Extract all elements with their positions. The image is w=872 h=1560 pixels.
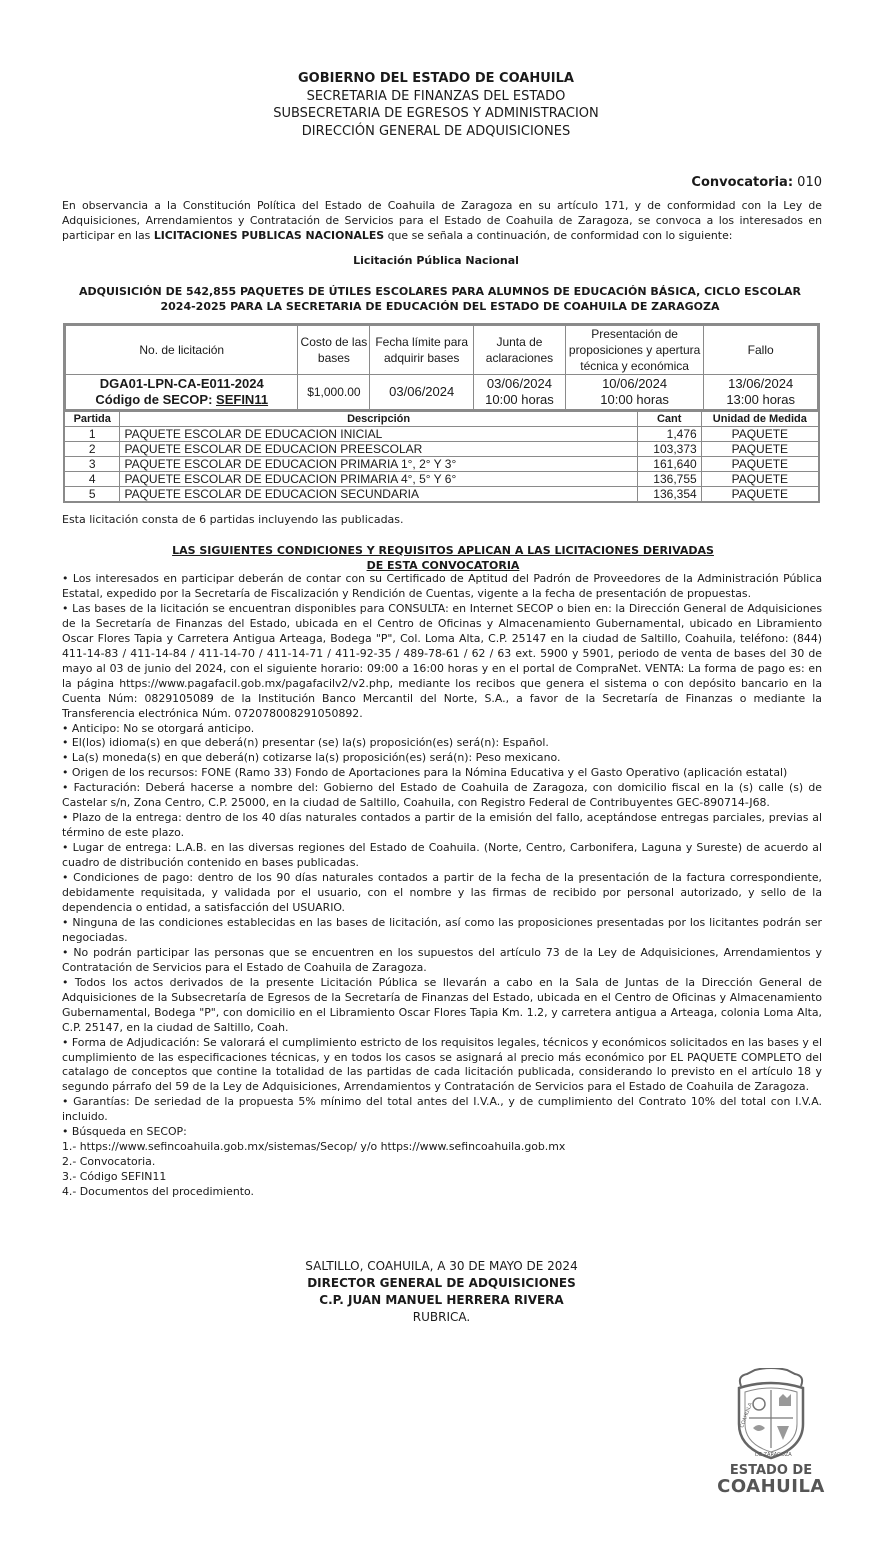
condition-item: • Todos los actos derivados de la presente Licitación Pública se llevarán a cabo en la Sala de Juntas de la Dirección General de Adquisiciones de la Subsecretaría de Egresos de la Secretaría de Finanzas del Estado, ubicada en el Centro de Oficinas y Almacenamiento Gubernamental, Bodega "P", con domicilio en el Libramiento Oscar Flores Tapia Km. 1.2, y carretera antigua a Arteaga, colonia Loma Alta, C.P. 25147, en la ciudad de Saltillo, Coah.	[62, 975, 822, 1034]
conditions-title-line-1: LAS SIGUIENTES CONDICIONES Y REQUISITOS APLICAN A LAS LICITACIONES DERIVADAS	[172, 544, 714, 557]
logo-text-1: ESTADO DE	[729, 1463, 813, 1478]
presentacion-fecha: 10/06/2024	[602, 376, 668, 391]
presentacion-cell	[565, 375, 703, 411]
conditions-list	[62, 572, 822, 1200]
intro-text-2: que se señala a continuación, de conformidad con lo siguiente:	[384, 229, 733, 242]
secop-code: SEFIN11	[216, 392, 269, 407]
condition-item: • Búsqueda en SECOP:	[62, 1125, 187, 1139]
table-row	[64, 427, 819, 442]
table-row	[64, 472, 819, 487]
header-secretaria: SECRETARIA DE FINANZAS DEL ESTADO	[306, 88, 566, 104]
search-step: 1.- https://www.sefincoahuila.gob.mx/sistemas/Secop/ y/o https://www.sefincoahuila.gob.mx	[62, 1140, 566, 1154]
partida-unidad: PAQUETE	[701, 487, 819, 503]
junta-fecha: 03/06/2024	[486, 376, 552, 391]
condition-item: • No podrán participar las personas que se encuentren en los supuestos del artículo 73 de la Ley de Adquisiciones, Arrendamientos y Contratación de Servicios para el Estado de Coahuila de Zaragoza.	[62, 945, 822, 974]
intro-text-1: En observancia a la Constitución Política del Estado de Coahuila de Zaragoza en su artículo 171, y de conformidad con la Ley de Adquisiciones, Arrendamientos y Contratación de Servicios para el Estado de Coahuila de Zaragoza, se convoca a los interesados en participar en las	[62, 199, 822, 242]
signature-block	[0, 1258, 872, 1326]
partida-header: Partida	[64, 411, 120, 427]
condition-item: • Lugar de entrega: L.A.B. en las diversas regiones del Estado de Coahuila. (Norte, Centro, Carbonifera, Laguna y Sureste) de acuerdo al cuadro de distribución contenido en bases publicadas.	[62, 841, 822, 870]
object-title-line-1: ADQUISICIÓN DE 542,855 PAQUETES DE ÚTILES ESCOLARES PARA ALUMNOS DE EDUCACIÓN BÁSICA, CICLO ESCOLAR	[78, 285, 801, 298]
condition-item: • El(los) idioma(s) en que deberá(n) presentar (se) la(s) proposición(es) será(n): Español.	[62, 736, 549, 750]
partida-cant: 161,640	[637, 457, 701, 472]
conditions-title-line-2: DE ESTA CONVOCATORIA	[366, 559, 520, 572]
partida-unidad: PAQUETE	[701, 457, 819, 472]
partida-number: 4	[64, 472, 120, 487]
rubrica: RUBRICA.	[412, 1310, 471, 1324]
col-header-fecha: Fecha límite para adquirir bases	[370, 325, 474, 375]
col-header-junta: Junta de aclaraciones	[474, 325, 566, 375]
signer-position: DIRECTOR GENERAL DE ADQUISICIONES	[307, 1276, 576, 1290]
partida-number: 3	[64, 457, 120, 472]
condition-item: • Las bases de la licitación se encuentran disponibles para CONSULTA: en Internet SECOP o bien en: la Dirección General de Adquisiciones de la Secretaría de Finanzas del Estado, ubicada en el Centro de Oficinas y Almacenamiento Gubernamental, ubicado en Libramiento Oscar Flores Tapia y Carretera Antigua Arteaga, Bodega "P", Col. Loma Alta, C.P. 25147 en la ciudad de Saltillo, Coahuila, teléfono: (844) 411-14-83 / 411-14-84 / 411-14-70 / 411-14-71 / 411-92-35 / 489-78-61 / 62 / 63 ext. 5900 y 5901, periodo de venta de bases del 30 de mayo al 03 de junio del 2024, con el siguiente horario: 09:00 a 16:00 horas y en el portal de CompraNet. VENTA: La forma de pago es: en la página https://www.pagafacil.gob.mx/pagafacilv2/v2.php, mediante los recibos que genera el sistema o con depósito bancario en la Cuenta Núm: 0829105089 de la Institución Banco Mercantil del Norte, S.A., a favor de la Secretaría de Finanzas o mediante la Transferencia electrónica Núm. 072078008291050892.	[62, 601, 822, 720]
licitacion-subtitle: Licitación Pública Nacional	[353, 254, 519, 267]
condition-item: • Condiciones de pago: dentro de los 90 días naturales contados a partir de la fecha de la presentación de la factura correspondiente, debidamente requisitada, y validada por el usuario, con el nombre y las firmas de recibido por personal autorizado, y sello de la dependencia o entidad, a satisfacción del USUARIO.	[62, 871, 822, 914]
partida-descripcion: PAQUETE ESCOLAR DE EDUCACION PREESCOLAR	[120, 442, 637, 457]
condition-item: • Origen de los recursos: FONE (Ramo 33) Fondo de Aportaciones para la Nómina Educativa y el Gasto Operativo (aplicación estatal)	[62, 766, 788, 780]
col-header-presentacion: Presentación de proposiciones y apertura técnica y económica	[565, 325, 703, 375]
search-step: 2.- Convocatoria.	[62, 1155, 156, 1169]
table-row	[64, 487, 819, 503]
fallo-fecha: 13/06/2024	[728, 376, 794, 391]
condition-item: • Garantías: De seriedad de la propuesta 5% mínimo del total antes del I.V.A., y de cumplimiento del Contrato 10% del total con I.V.A. incluido.	[62, 1095, 822, 1124]
partida-cant: 103,373	[637, 442, 701, 457]
partida-number: 5	[64, 487, 120, 503]
partida-unidad: PAQUETE	[701, 427, 819, 442]
descripcion-header: Descripción	[120, 411, 637, 427]
object-title-line-2: 2024-2025 PARA LA SECRETARIA DE EDUCACIÓN DEL ESTADO DE COAHUILA DE ZARAGOZA	[160, 300, 720, 313]
junta-cell	[474, 375, 566, 411]
condition-item: • Plazo de la entrega: dentro de los 40 días naturales contados a partir de la emisión del fallo, aceptándose entregas parciales, previas al término de este plazo.	[62, 811, 822, 840]
col-header-fallo: Fallo	[704, 325, 819, 375]
partidas-table	[63, 410, 820, 503]
intro-text-bold: LICITACIONES PUBLICAS NACIONALES	[153, 229, 385, 242]
partida-descripcion: PAQUETE ESCOLAR DE EDUCACION SECUNDARIA	[120, 487, 637, 503]
partida-descripcion: PAQUETE ESCOLAR DE EDUCACION INICIAL	[120, 427, 637, 442]
secop-code-line	[68, 392, 295, 408]
convocatoria-number	[691, 175, 822, 190]
coahuila-logo	[715, 1368, 827, 1518]
coat-of-arms-icon	[729, 1368, 813, 1460]
condition-item: • Los interesados en participar deberán de contar con su Certificado de Aptitud del Padrón de Proveedores de la Administración Pública Estatal, expedido por la Secretaría de Fiscalización y Rendición de Cuentas, vigente a la fecha de presentación de propuestas.	[62, 572, 822, 600]
partida-cant: 136,354	[637, 487, 701, 503]
header-government: GOBIERNO DEL ESTADO DE COAHUILA	[298, 71, 574, 86]
partida-unidad: PAQUETE	[701, 472, 819, 487]
svg-text:COAHUILA: COAHUILA	[739, 1402, 754, 1429]
condition-item: • Anticipo: No se otorgará anticipo.	[62, 721, 255, 735]
convocatoria-value: 010	[797, 175, 822, 190]
partida-descripcion: PAQUETE ESCOLAR DE EDUCACION PRIMARIA 1°, 2° Y 3°	[120, 457, 637, 472]
logo-text-2: COAHUILA	[717, 1476, 825, 1497]
licitacion-number-cell	[65, 375, 298, 411]
col-header-no: No. de licitación	[65, 325, 298, 375]
licitacion-header-row	[65, 325, 819, 375]
cant-header: Cant	[637, 411, 701, 427]
convocatoria-label: Convocatoria:	[691, 175, 794, 190]
search-step: 3.- Código SEFIN11	[62, 1170, 167, 1184]
svg-text:DE ZARAGOZA: DE ZARAGOZA	[755, 1452, 792, 1458]
condition-item: • Facturación: Deberá hacerse a nombre del: Gobierno del Estado de Coahuila de Zaragoza, con domicilio fiscal en la (s) calle (s) de Castelar s/n, Zona Centro, C.P. 25000, en la ciudad de Saltillo, Coahuila, con Registro Federal de Contribuyentes GEC-890714-J68.	[62, 781, 822, 810]
header-direccion: DIRECCIÓN GENERAL DE ADQUISICIONES	[301, 123, 571, 139]
fallo-cell	[704, 375, 819, 411]
table-row	[64, 457, 819, 472]
secop-code-label: Código de SECOP:	[95, 392, 217, 407]
signer-name: C.P. JUAN MANUEL HERRERA RIVERA	[319, 1293, 564, 1307]
place-date: SALTILLO, COAHUILA, A 30 DE MAYO DE 2024	[305, 1259, 578, 1273]
licitacion-table	[63, 323, 820, 412]
partida-cant: 1,476	[637, 427, 701, 442]
licitacion-number: DGA01-LPN-CA-E011-2024	[99, 376, 264, 391]
fallo-hora: 13:00 horas	[726, 392, 795, 407]
search-step: 4.- Documentos del procedimiento.	[62, 1185, 254, 1199]
document-header	[0, 70, 872, 140]
partidas-note: Esta licitación consta de 6 partidas incluyendo las publicadas.	[62, 513, 404, 526]
partida-number: 1	[64, 427, 120, 442]
licitacion-row	[65, 375, 819, 411]
header-subsecretaria: SUBSECRETARIA DE EGRESOS Y ADMINISTRACION	[273, 106, 599, 121]
partida-descripcion: PAQUETE ESCOLAR DE EDUCACION PRIMARIA 4°, 5° Y 6°	[120, 472, 637, 487]
unidad-header: Unidad de Medida	[701, 411, 819, 427]
condition-item: • Forma de Adjudicación: Se valorará el cumplimiento estricto de los requisitos legales, técnicos y económicos solicitados en las bases y el cumplimiento de las especificaciones técnicas, y en todos los casos se asignará al precio más económico por EL PAQUETE COMPLETO del catalago de conceptos que contine la totalidad de las partidas de cada licitación publicada, considerando lo previsto en el artículo 18 y segundo párrafo del 59 de la Ley de Adquisiciones, Arrendamientos y Contratación de Servicios para el Estado de Coahuila de Zaragoza.	[62, 1035, 822, 1094]
partida-cant: 136,755	[637, 472, 701, 487]
partidas-header-row	[64, 411, 819, 427]
intro-paragraph	[62, 198, 822, 243]
object-title	[60, 284, 820, 314]
costo-cell: $1,000.00	[298, 375, 370, 411]
condition-item: • Ninguna de las condiciones establecidas en las bases de licitación, así como las proposiciones presentadas por los licitantes podrán ser negociadas.	[62, 915, 822, 944]
presentacion-hora: 10:00 horas	[600, 392, 669, 407]
condition-item: • La(s) moneda(s) en que deberá(n) cotizarse la(s) proposición(es) será(n): Peso mexicano.	[62, 751, 561, 765]
conditions-title	[0, 543, 872, 573]
table-row	[64, 442, 819, 457]
partida-number: 2	[64, 442, 120, 457]
junta-hora: 10:00 horas	[485, 392, 554, 407]
partida-unidad: PAQUETE	[701, 442, 819, 457]
fecha-cell: 03/06/2024	[370, 375, 474, 411]
col-header-costo: Costo de las bases	[298, 325, 370, 375]
